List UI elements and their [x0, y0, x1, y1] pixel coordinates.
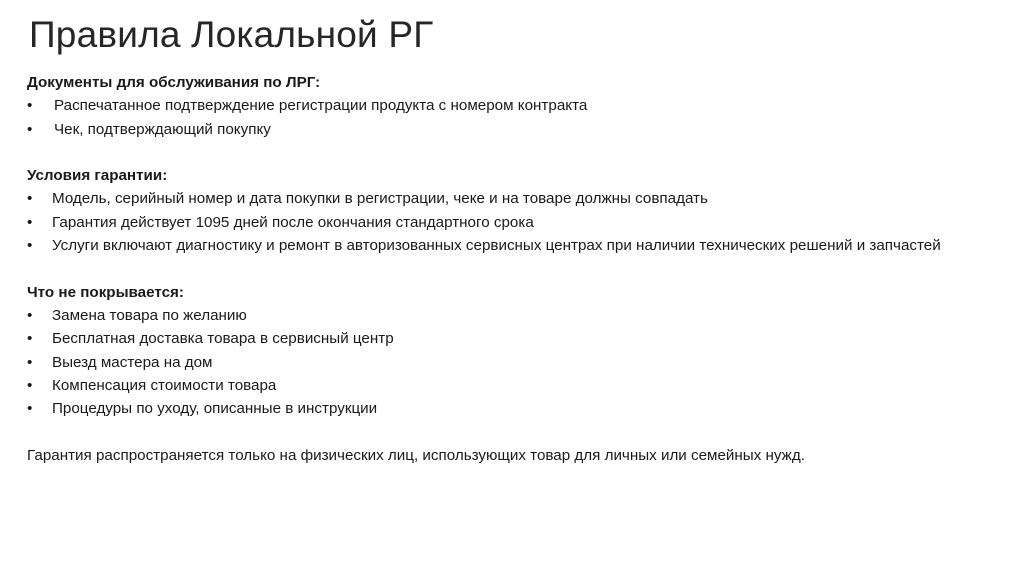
slide-content — [27, 71, 1002, 467]
list-item-text: Выезд мастера на дом — [52, 353, 213, 371]
bullet-icon: • — [27, 97, 33, 115]
list-item-text: Компенсация стоимости товара — [52, 376, 277, 394]
list-item-text: Чек, подтверждающий покупку — [54, 120, 271, 138]
section-not-covered — [27, 281, 1002, 421]
list-item — [27, 327, 1002, 350]
list-item — [27, 351, 1002, 374]
list-item-text: Замена товара по желанию — [52, 306, 247, 324]
list-item-text: Гарантия действует 1095 дней после окончания стандартного срока — [52, 213, 534, 231]
section-documents — [27, 71, 1002, 141]
list-item — [27, 234, 1002, 257]
section-heading: Что не покрывается: — [27, 283, 184, 301]
bullet-icon: • — [27, 120, 33, 138]
list-item — [27, 118, 1002, 141]
footer-note: Гарантия распространяется только на физических лиц, использующих товар для личных или семейных нужд. — [27, 446, 805, 464]
list-item-text: Услуги включают диагностику и ремонт в авторизованных сервисных центрах при наличии технических решений и запчастей — [52, 237, 941, 255]
bullet-list — [27, 187, 1002, 257]
list-item-text: Процедуры по уходу, описанные в инструкции — [52, 400, 378, 418]
bullet-icon: • — [27, 330, 33, 348]
bullet-icon: • — [27, 237, 33, 255]
section-footer — [27, 444, 1002, 467]
list-item-text: Бесплатная доставка товара в сервисный центр — [52, 330, 394, 348]
bullet-icon: • — [27, 400, 33, 418]
section-heading: Условия гарантии: — [27, 167, 168, 185]
page-title: Правила Локальной РГ — [29, 14, 434, 55]
list-item — [27, 374, 1002, 397]
list-item — [27, 397, 1002, 420]
bullet-icon: • — [27, 190, 33, 208]
list-item — [27, 187, 1002, 210]
bullet-icon: • — [27, 306, 33, 324]
bullet-list — [27, 304, 1002, 420]
list-item — [27, 304, 1002, 327]
list-item — [27, 211, 1002, 234]
list-item — [27, 94, 1002, 117]
bullet-list — [27, 94, 1002, 141]
section-warranty-conditions — [27, 164, 1002, 257]
bullet-icon: • — [27, 353, 33, 371]
bullet-icon: • — [27, 376, 33, 394]
list-item-text: Распечатанное подтверждение регистрации продукта с номером контракта — [54, 97, 588, 115]
bullet-icon: • — [27, 213, 33, 231]
list-item-text: Модель, серийный номер и дата покупки в регистрации, чеке и на товаре должны совпадать — [52, 190, 708, 208]
section-heading: Документы для обслуживания по ЛРГ: — [27, 74, 321, 91]
